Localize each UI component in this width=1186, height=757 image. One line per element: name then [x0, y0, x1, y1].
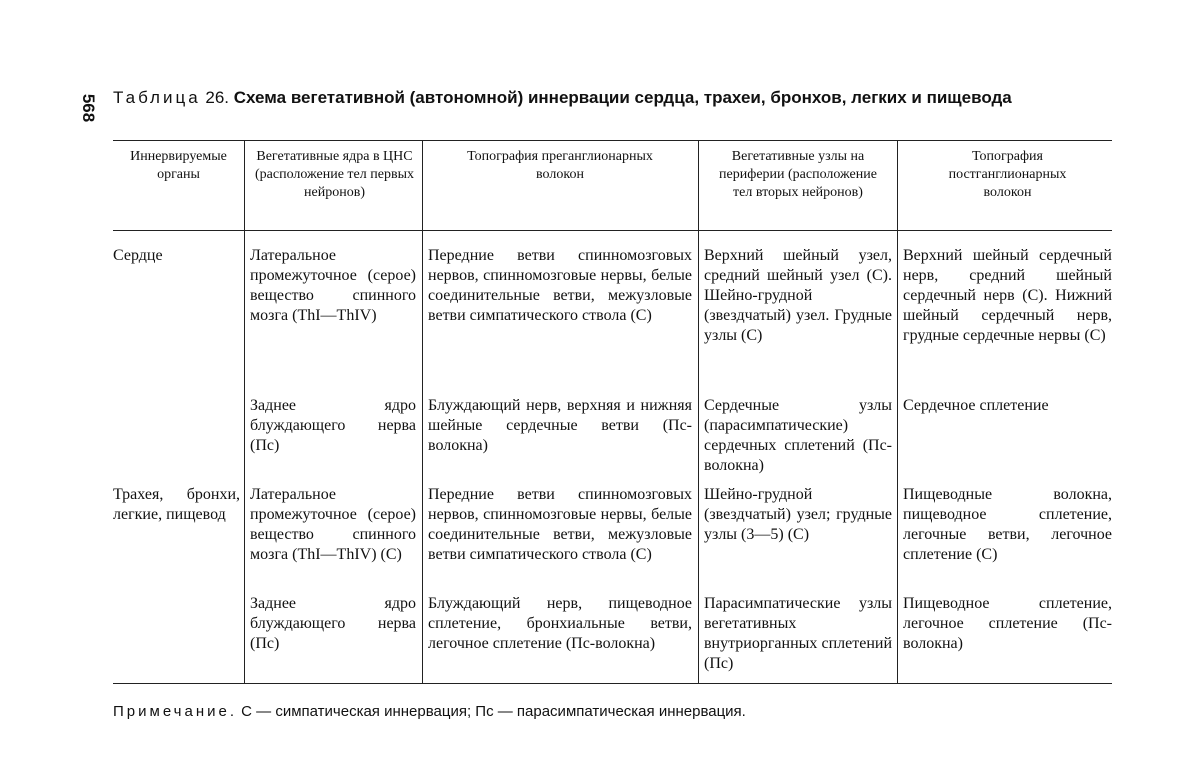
column-divider — [897, 140, 898, 683]
note-text: С — симпатическая иннервация; Пс — парасимпатическая иннервация. — [237, 703, 746, 720]
header-preganglionic: Топография преганглионарных волокон — [467, 149, 653, 182]
cell-postganglionic: Сердечное сплетение — [903, 397, 1049, 414]
cell-nuclei: Латеральное промежуточное (серое) вещество спинного мозга (ThI—ThIV) (С) — [250, 486, 416, 563]
cell-preganglionic: Передние ветви спинномозговых нервов, спинномозговые нервы, белые соединительные ветви, межузловые ветви симпатического ствола (С) — [428, 247, 692, 324]
cell-nuclei: Заднее ядро блуждающего нерва (Пс) — [250, 595, 416, 652]
table-title-text: Схема вегетативной (автономной) иннервации сердца, трахеи, бронхов, легких и пищевода — [233, 88, 1012, 107]
header-organs: Иннервируемые органы — [130, 149, 227, 182]
table-title — [113, 88, 1118, 107]
table-bottom-rule — [113, 683, 1112, 684]
cell-nuclei: Заднее ядро блуждающего нерва (Пс) — [250, 397, 416, 454]
header-postganglionic: Топография постганглионарных волокон — [948, 149, 1067, 200]
column-divider — [698, 140, 699, 683]
cell-postganglionic: Верхний шейный сердечный нерв, средний шейный сердечный нерв (С). Нижний шейный сердечный нерв, грудные сердечные нервы (С) — [903, 247, 1112, 344]
cell-postganglionic: Пищеводные волокна, пищеводное сплетение, легочные ветви, легочное сплетение (С) — [903, 486, 1112, 563]
cell-preganglionic: Блуждающий нерв, верхняя и нижняя шейные сердечные ветви (Пс-волокна) — [428, 397, 692, 454]
header-nuclei: Вегетативные ядра в ЦНС (расположение тел первых нейронов) — [255, 149, 414, 200]
cell-ganglia: Верхний шейный узел, средний шейный узел (С). Шейно-грудной (звездчатый) узел. Грудные узлы (С) — [704, 247, 892, 344]
cell-nuclei: Латеральное промежуточное (серое) вещество спинного мозга (ThI—ThIV) — [250, 247, 416, 324]
cell-ganglia: Парасимпатические узлы вегетативных внутриорганных сплетений (Пс) — [704, 595, 892, 672]
table-title-number: 26. — [200, 88, 234, 107]
cell-organ: Сердце — [113, 247, 163, 264]
cell-preganglionic: Блуждающий нерв, пищеводное сплетение, бронхиальные ветви, легочное сплетение (Пс-волокна) — [428, 595, 692, 652]
table-top-rule — [113, 140, 1112, 141]
cell-ganglia: Шейно-грудной (звездчатый) узел; грудные узлы (3—5) (С) — [704, 486, 892, 543]
note-label: Примечание. — [113, 703, 237, 720]
cell-organ: Трахея, бронхи, легкие, пищевод — [113, 486, 240, 523]
table-note — [113, 703, 1013, 721]
cell-postganglionic: Пищеводное сплетение, легочное сплетение (Пс-волокна) — [903, 595, 1112, 652]
column-divider — [422, 140, 423, 683]
header-ganglia: Вегетативные узлы на периферии (расположение тел вторых нейронов) — [719, 149, 877, 200]
cell-preganglionic: Передние ветви спинномозговых нервов, спинномозговые нервы, белые соединительные ветви, межузловые ветви симпатического ствола (С) — [428, 486, 692, 563]
table-header-rule — [113, 230, 1112, 231]
column-divider — [244, 140, 245, 683]
cell-ganglia: Сердечные узлы (парасимпатические) сердечных сплетений (Пс-волокна) — [704, 397, 892, 474]
table-title-label: Таблица — [113, 88, 201, 107]
page-number: 568 — [79, 93, 98, 123]
